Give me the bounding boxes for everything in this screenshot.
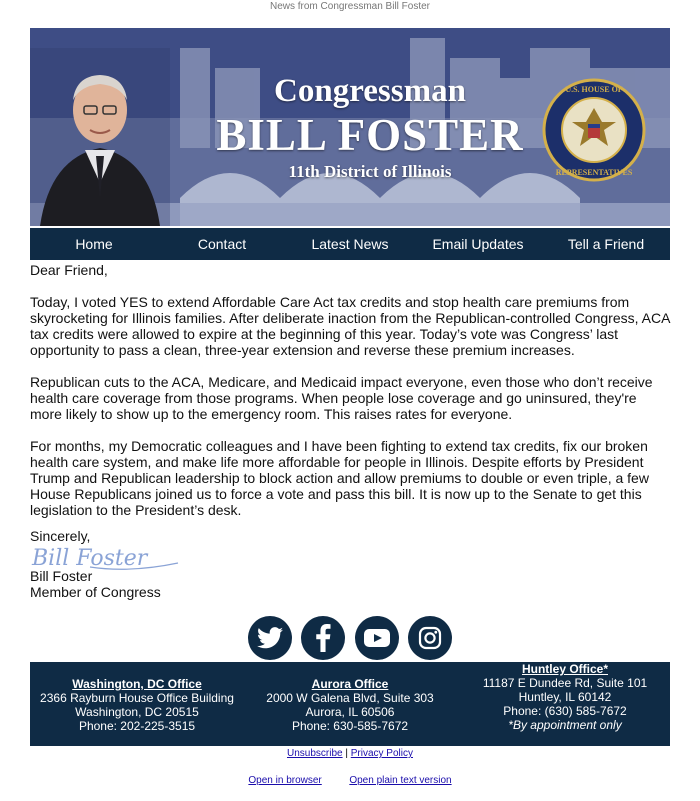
sender-title: Member of Congress <box>30 584 161 600</box>
letter-body <box>30 262 670 534</box>
open-in-browser-link[interactable]: Open in browser <box>248 775 322 786</box>
instagram-icon[interactable] <box>408 616 452 660</box>
footer-links <box>0 748 700 759</box>
banner-title <box>180 72 560 184</box>
banner-title-line1: Congressman <box>274 73 466 109</box>
plain-text-link[interactable]: Open plain text version <box>349 775 452 786</box>
office-phone: Phone: 202-225-3515 <box>78 719 196 733</box>
office-dc <box>30 677 244 733</box>
office-huntley-link[interactable]: Huntley Office* <box>521 662 608 676</box>
footer-separator: | <box>345 748 348 759</box>
letter-paragraph: For months, my Democratic colleagues and I have been fighting to extend tax credits, fix our broken health care system, and make life more affordable for people in Illinois. Despite efforts by President Trump and Republican leadership to block action and allow premiums to double or even triple, a few House Republicans joined us to force a vote and pass this bill. It is now up to the Senate to get this legislation to the President’s desk. <box>30 438 649 518</box>
nav-email-updates[interactable]: Email Updates <box>432 236 524 252</box>
footer-view-links <box>0 775 700 786</box>
svg-text:U.S. HOUSE OF: U.S. HOUSE OF <box>565 85 623 94</box>
office-locations <box>30 662 670 746</box>
signature-block <box>30 568 161 600</box>
nav-contact[interactable]: Contact <box>197 236 247 252</box>
office-address: 2366 Rayburn House Office Building <box>40 691 234 705</box>
office-dc-link[interactable]: Washington, DC Office <box>72 677 202 691</box>
nav-latest-news[interactable]: Latest News <box>311 236 389 252</box>
letter-paragraph: Republican cuts to the ACA, Medicare, and Medicaid impact everyone, even those who don’t receive health care coverage from those programs. When people lose coverage and go uninsured, they're more likely to show up to the emergency room. This raises rates for everyone. <box>30 374 653 422</box>
privacy-policy-link[interactable]: Privacy Policy <box>350 748 413 759</box>
office-address: Washington, DC 20515 <box>75 705 199 719</box>
office-phone: Phone: (630) 585-7672 <box>503 704 627 718</box>
letter-signoff: Sincerely, <box>30 528 91 544</box>
office-address: 11187 E Dundee Rd, Suite 101 <box>482 676 648 690</box>
signature-image <box>30 543 180 571</box>
signature-text: Bill Foster <box>32 546 148 571</box>
nav-home[interactable]: Home <box>75 236 113 252</box>
banner-title-name: BILL FOSTER <box>216 110 524 160</box>
office-aurora <box>250 677 450 733</box>
office-phone: Phone: 630-585-7672 <box>291 719 409 733</box>
header-banner <box>30 28 670 226</box>
office-note: *By appointment only <box>508 718 622 732</box>
svg-text:REPRESENTATIVES: REPRESENTATIVES <box>555 168 633 177</box>
letter-greeting: Dear Friend, <box>30 262 108 278</box>
unsubscribe-link[interactable]: Unsubscribe <box>286 748 343 759</box>
office-address: 2000 W Galena Blvd, Suite 303 <box>266 691 434 705</box>
preheader-text: News from Congressman Bill Foster <box>269 1 431 12</box>
congressman-portrait <box>30 48 170 226</box>
office-address: Aurora, IL 60506 <box>305 705 395 719</box>
youtube-icon[interactable] <box>355 616 399 660</box>
sender-name: Bill Foster <box>30 568 93 584</box>
office-huntley <box>460 662 670 732</box>
social-links <box>248 616 452 660</box>
letter-paragraph: Today, I voted YES to extend Affordable Care Act tax credits and stop health care premiums from skyrocketing for Illinois families. After deliberate inaction from the Republican-controlled Congress, ACA tax credits were allowed to expire at the beginning of this year. Today’s vote was Congress’ last opportunity to pass a clean, three-year extension and reverse these premium increases. <box>30 294 670 358</box>
nav-tell-a-friend[interactable]: Tell a Friend <box>567 236 645 252</box>
main-navigation <box>30 228 670 260</box>
facebook-icon[interactable] <box>301 616 345 660</box>
house-seal-logo <box>542 78 646 182</box>
banner-district: 11th District of Illinois <box>288 162 452 181</box>
office-aurora-link[interactable]: Aurora Office <box>311 677 389 691</box>
office-address: Huntley, IL 60142 <box>518 690 612 704</box>
twitter-icon[interactable] <box>248 616 292 660</box>
